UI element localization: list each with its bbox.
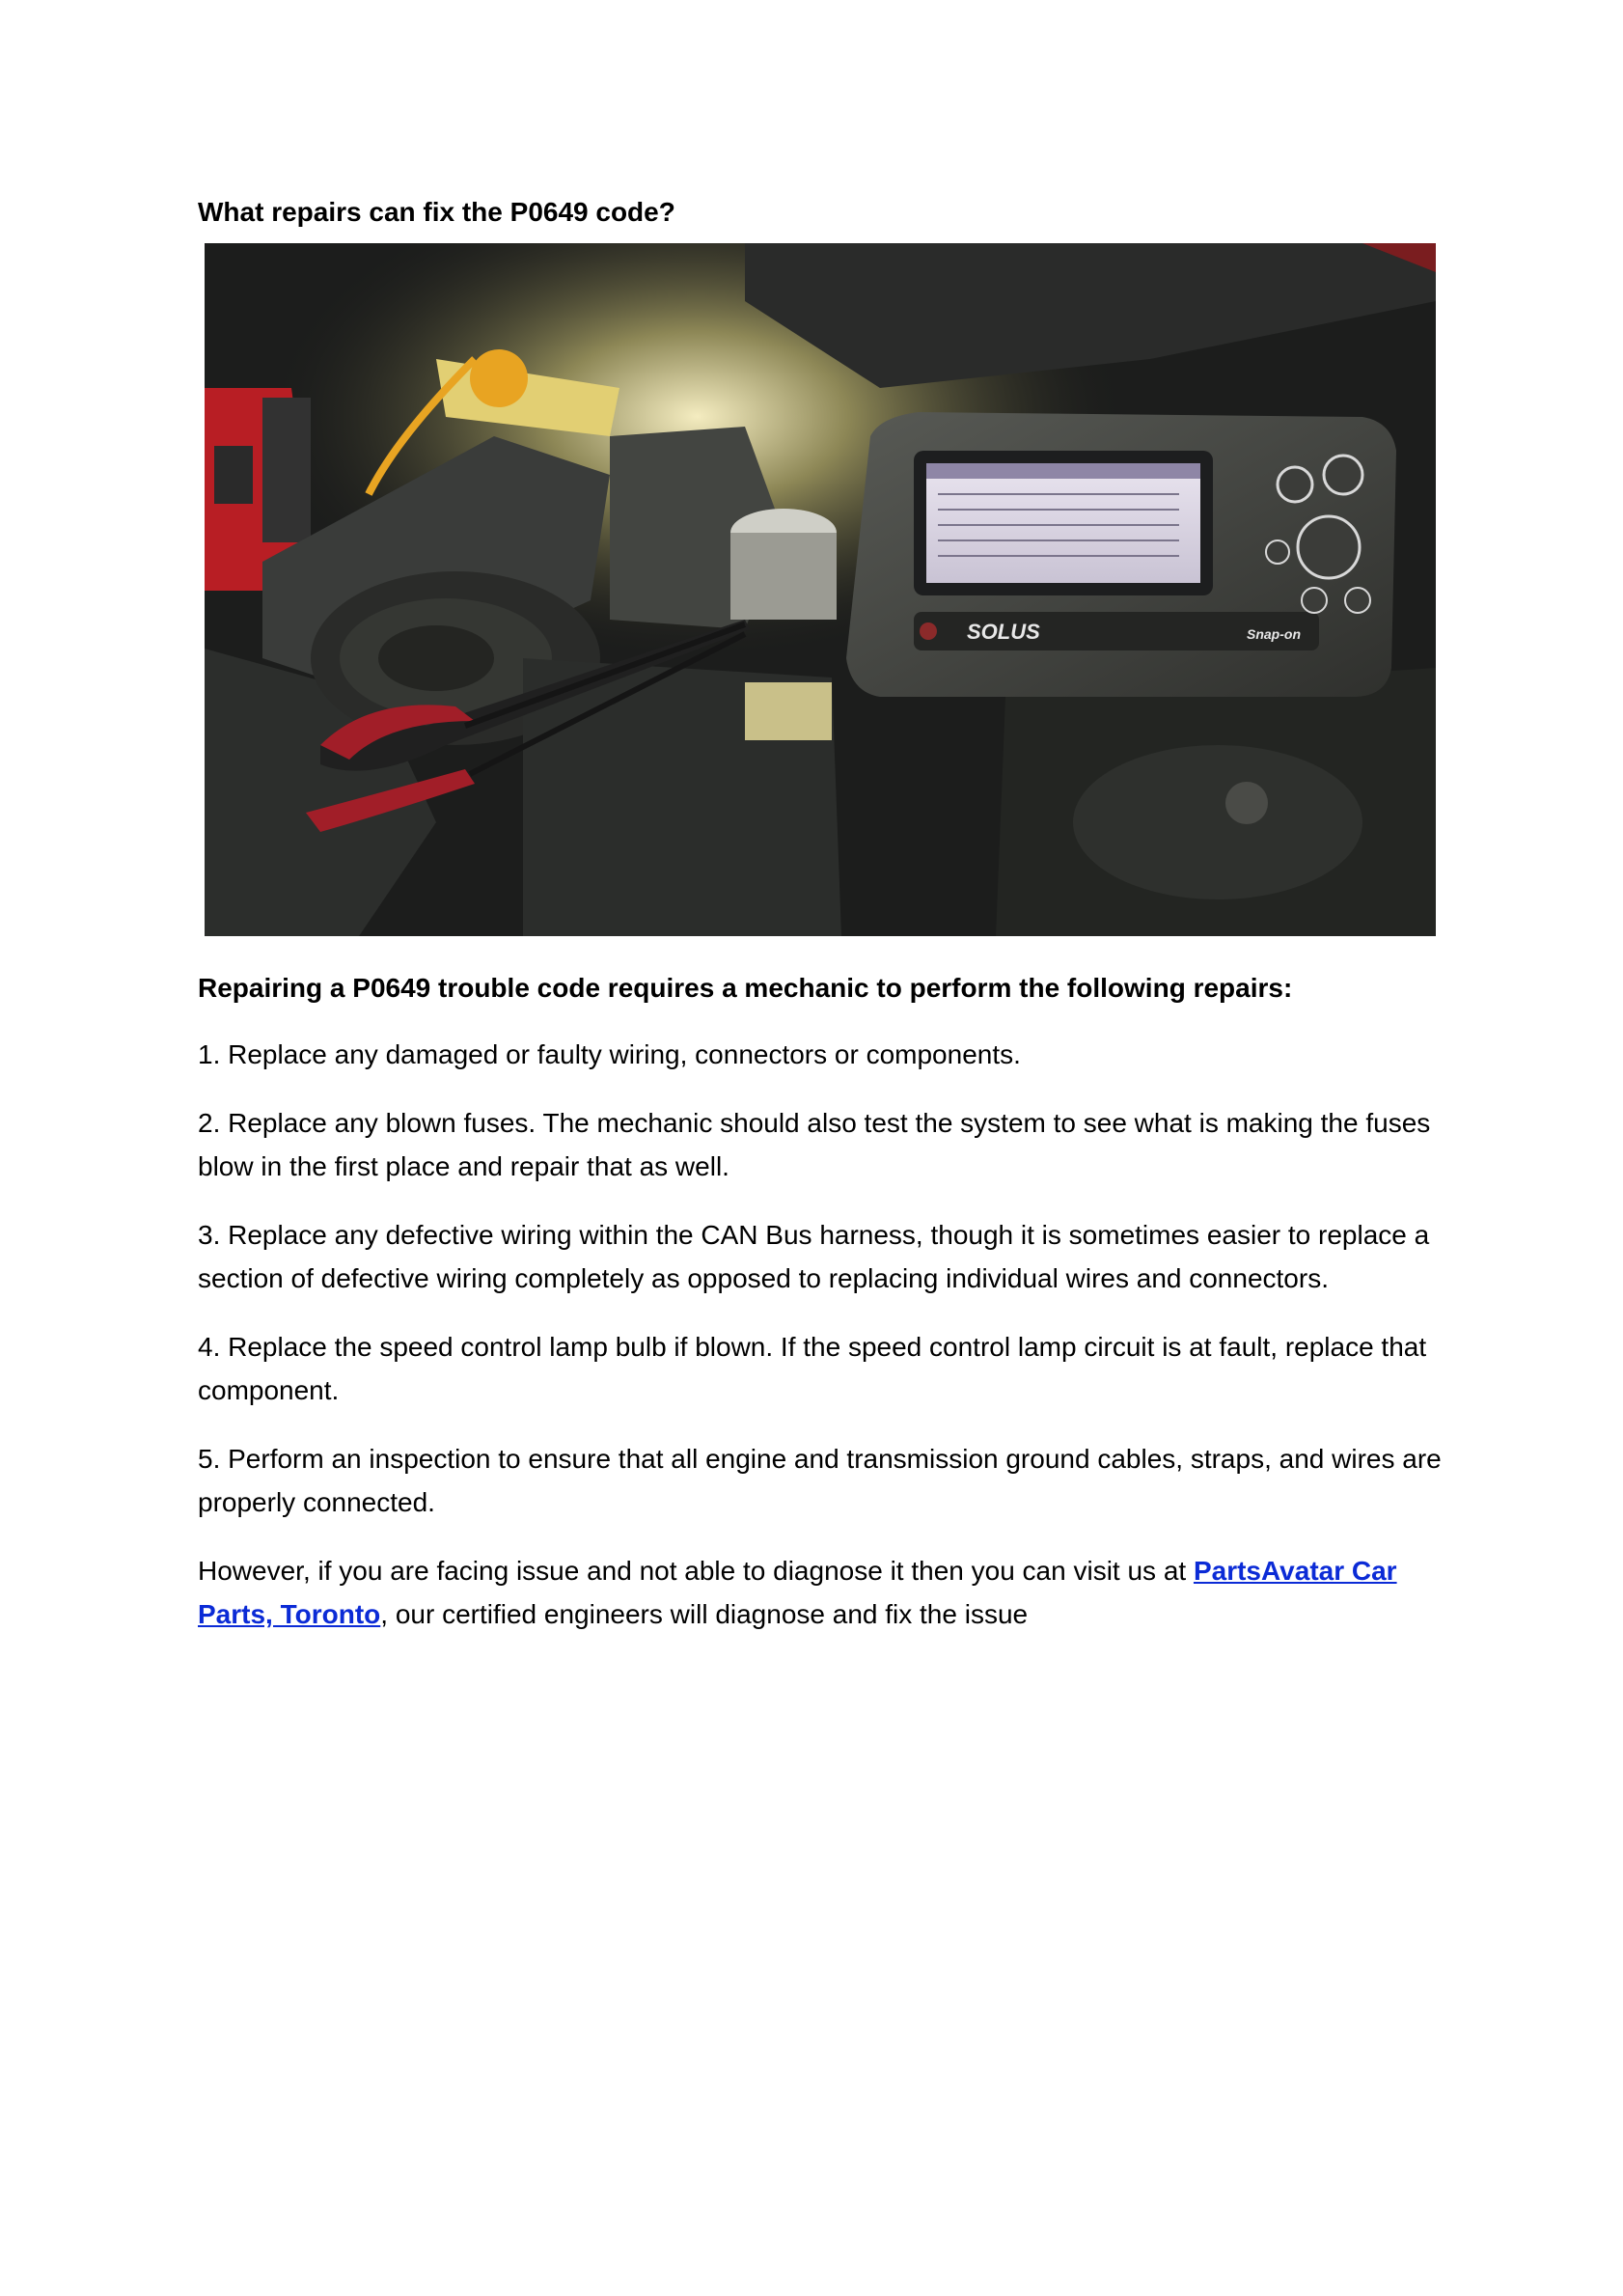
closing-text-before: However, if you are facing issue and not able to diagnose it then you can visit us at — [198, 1556, 1194, 1586]
partsavatar-link[interactable]: PartsAvatar Car Parts, Toronto — [198, 1556, 1397, 1629]
closing-text-after: , our certified engineers will diagnose and fix the issue — [380, 1599, 1029, 1629]
repair-step-4: 4. Replace the speed control lamp bulb if blown. If the speed control lamp circuit is at fault, replace that component. — [198, 1332, 1427, 1405]
repair-step-2: 2. Replace any blown fuses. The mechanic should also test the system to see what is making the fuses blow in the first place and repair that as well. — [198, 1108, 1431, 1181]
repairs-intro: Repairing a P0649 trouble code requires a mechanic to perform the following repairs: — [198, 973, 1293, 1003]
repair-step-3: 3. Replace any defective wiring within the CAN Bus harness, though it is sometimes easier to replace a section of defective wiring completely as opposed to replacing individual wires and connectors. — [198, 1220, 1430, 1293]
closing-paragraph — [198, 1549, 1443, 1636]
repair-step-5: 5. Perform an inspection to ensure that all engine and transmission ground cables, straps, and wires are properly connected. — [198, 1444, 1442, 1517]
section-heading: What repairs can fix the P0649 code? — [198, 197, 675, 227]
repair-step-1: 1. Replace any damaged or faulty wiring, connectors or components. — [198, 1039, 1021, 1069]
device-maker-label: Snap-on — [1247, 626, 1301, 642]
diagnostic-scanner-photo — [205, 243, 1436, 936]
document-page — [198, 193, 1443, 1636]
device-brand-label: SOLUS — [967, 620, 1040, 644]
